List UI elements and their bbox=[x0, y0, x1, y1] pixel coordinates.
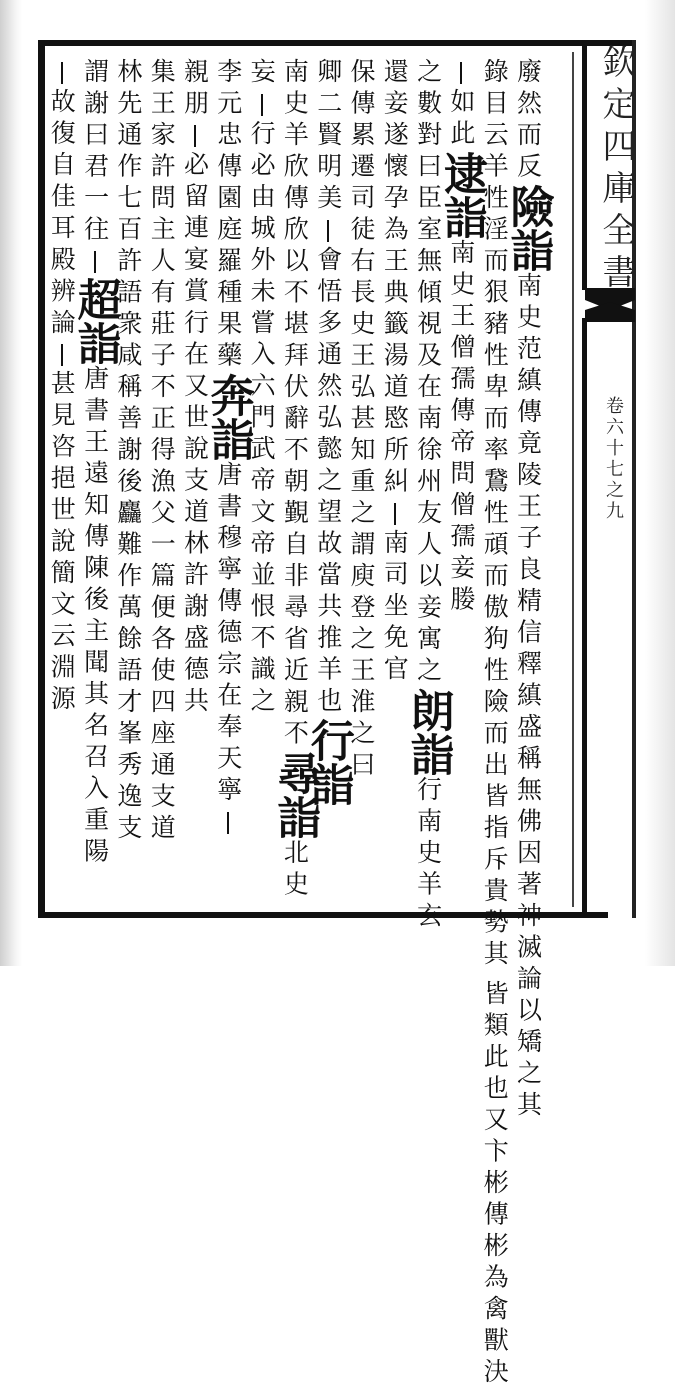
book-title: 欽定四庫全書 bbox=[592, 44, 641, 296]
column-text: 唐書穆寧傳德宗在奉天寧 bbox=[215, 461, 242, 808]
column-text: 皆類此也又卞彬傳彬為禽獸決 bbox=[481, 980, 508, 1389]
border-left bbox=[38, 40, 45, 918]
text-column bbox=[46, 58, 78, 717]
column-text: 妄 bbox=[248, 58, 275, 90]
page-gutter-shadow bbox=[0, 0, 22, 966]
text-column bbox=[346, 58, 378, 783]
repeat-mark-dash bbox=[227, 812, 229, 834]
repeat-mark-dash bbox=[61, 62, 63, 84]
column-text: 謂謝曰君一往 bbox=[82, 58, 109, 247]
text-column bbox=[212, 58, 244, 838]
entry-headword: 超詣 bbox=[82, 277, 109, 365]
column-text: 而反 bbox=[515, 121, 542, 184]
column-text: 廢然 bbox=[515, 58, 542, 121]
repeat-mark-dash bbox=[394, 503, 396, 525]
column-text: 必留連宴賞 bbox=[182, 151, 209, 309]
text-column bbox=[412, 58, 444, 908]
column-text: 卿二賢明美 bbox=[315, 58, 342, 216]
column-text: 唐書王遠知傳陳後主聞其名召入重陽 bbox=[82, 365, 109, 869]
column-text: 林先通作七百許語衆咸稱善謝後麤難作萬餘語才峯秀逸支 bbox=[115, 58, 142, 846]
entry-headword: 尋詣 bbox=[281, 751, 308, 839]
column-text: 會悟多通然弘懿之望故當共推羊也 bbox=[315, 246, 342, 719]
juan-label: 卷六十七之九 bbox=[600, 396, 626, 522]
entry-headword: 行詣 bbox=[315, 718, 342, 806]
entry-headword: 逮詣 bbox=[448, 151, 475, 239]
repeat-mark-dash bbox=[94, 251, 96, 273]
column-text: 李元忠傳園庭羅種果藥 bbox=[215, 58, 242, 373]
column-text: 集王家許問主人有莊子不正得漁父一篇便各使四座通支道 bbox=[148, 58, 175, 846]
column-text: 行必由城外未嘗入六門武帝文帝並恨不識之 bbox=[248, 120, 275, 719]
text-column bbox=[379, 58, 411, 687]
repeat-mark-dash bbox=[61, 344, 63, 366]
text-column bbox=[112, 58, 144, 846]
column-text: 北史 bbox=[281, 839, 308, 902]
column-text: 甚見咨挹世說簡文云淵源 bbox=[48, 370, 75, 717]
column-text: 之數對曰臣室無傾視及在南徐州友人以妾寓之 bbox=[415, 58, 442, 688]
entry-headword: 奔詣 bbox=[215, 373, 242, 461]
center-column-border-lower bbox=[582, 318, 587, 918]
repeat-mark-dash bbox=[261, 94, 263, 116]
column-text: 親朋 bbox=[182, 58, 209, 121]
column-text: 南史王僧孺傳帝問僧孺妾媵 bbox=[448, 239, 475, 617]
column-text: 南史羊欣傳欣以不堪拜伏辭不朝覲自非尋省近親不 bbox=[281, 58, 308, 751]
column-text: 行南史羊玄 bbox=[415, 776, 442, 934]
page-edge bbox=[645, 0, 675, 966]
text-column bbox=[79, 58, 111, 869]
text-column bbox=[512, 58, 544, 908]
entry-headword: 朗詣 bbox=[415, 688, 442, 776]
text-column bbox=[279, 58, 311, 902]
column-text: 保傳累遷司徒右長史王弘甚知重之謂庾登之王淮之曰 bbox=[348, 58, 375, 783]
center-column-border-upper bbox=[582, 40, 587, 290]
text-column bbox=[445, 58, 477, 617]
column-text: 如此 bbox=[448, 88, 475, 151]
column-text: 故復自佳耳 bbox=[48, 88, 75, 246]
repeat-mark-dash bbox=[194, 125, 196, 147]
column-text: 還妾遂懷孕為王典籤湯道愍所糾 bbox=[381, 58, 408, 499]
text-column bbox=[179, 58, 211, 718]
column-text: 行在又世說支道林許謝盛德共 bbox=[182, 309, 209, 719]
column-text: 南史范縝傳竟陵王子良精信釋縝盛稱無佛因著神滅論以矯之其 bbox=[515, 272, 542, 1123]
entry-headword: 險詣 bbox=[515, 184, 542, 272]
column-text: 錄目云羊性淫而狠豬性卑而率鵞性頑而傲狗性險而出皆指斥貴勢其 bbox=[481, 58, 508, 972]
border-top bbox=[38, 40, 636, 46]
text-column bbox=[312, 58, 344, 806]
column-text: 殿辨論 bbox=[48, 246, 75, 341]
column-rule bbox=[572, 52, 574, 907]
repeat-mark-dash bbox=[460, 62, 462, 84]
repeat-mark-dash bbox=[327, 220, 329, 242]
column-text: 南司坐免官 bbox=[381, 529, 408, 687]
text-column bbox=[146, 58, 178, 846]
